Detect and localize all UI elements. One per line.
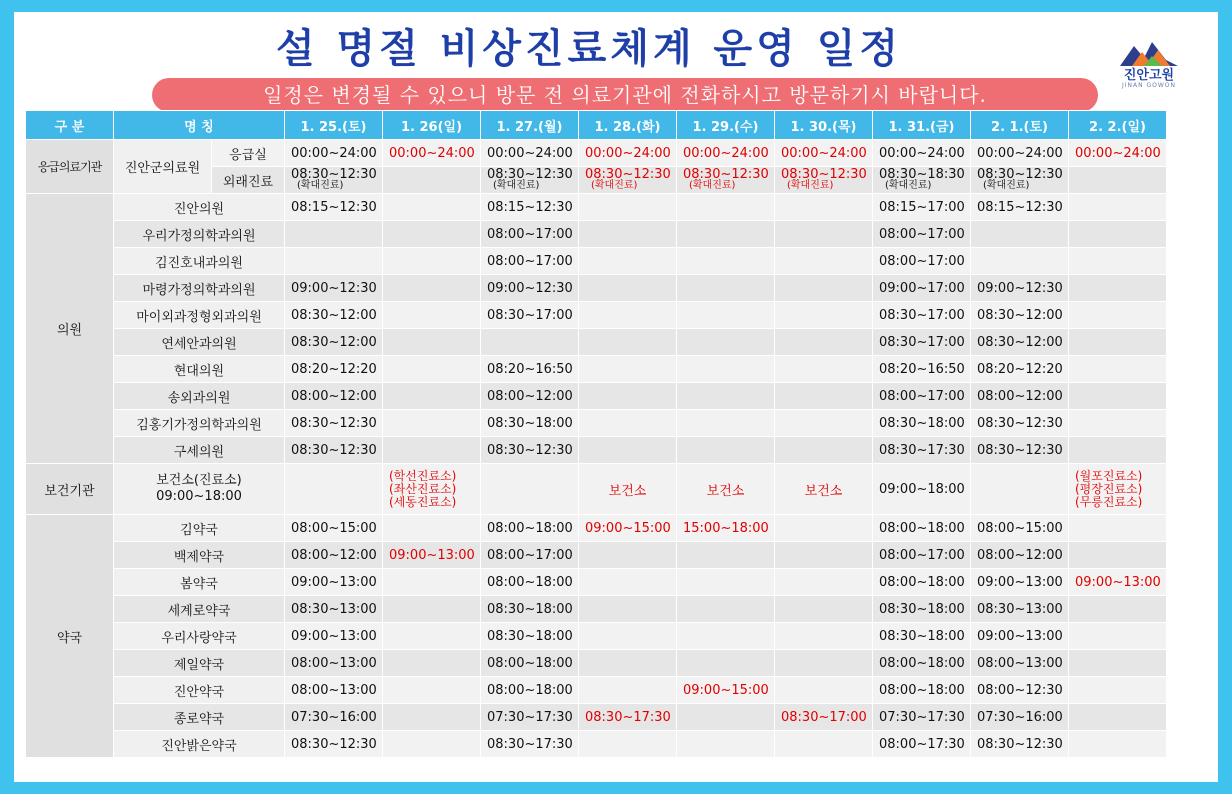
- schedule-cell: [383, 515, 481, 542]
- schedule-cell: 08:30~12:30: [971, 410, 1069, 437]
- schedule-cell: [383, 275, 481, 302]
- facility-name: 진안약국: [114, 677, 285, 704]
- sub-label: 외래진료: [212, 167, 285, 194]
- schedule-cell: [579, 383, 677, 410]
- table-row: [26, 704, 1167, 731]
- schedule-cell: 08:30~17:30: [873, 437, 971, 464]
- schedule-cell: [579, 275, 677, 302]
- schedule-cell: 09:00~15:00: [677, 677, 775, 704]
- schedule-cell: [677, 437, 775, 464]
- schedule-cell: [971, 221, 1069, 248]
- schedule-cell: 08:30~12:30: [971, 437, 1069, 464]
- schedule-cell: [775, 302, 873, 329]
- facility-name: 현대의원: [114, 356, 285, 383]
- schedule-cell: 보건소: [579, 464, 677, 515]
- schedule-cell: 09:00~13:00: [285, 569, 383, 596]
- schedule-cell: [579, 437, 677, 464]
- schedule-cell: [579, 356, 677, 383]
- header-date: 1. 28.(화): [579, 111, 677, 140]
- schedule-cell: 09:00~17:00: [873, 275, 971, 302]
- schedule-cell: [1069, 677, 1167, 704]
- schedule-cell: 00:00~24:00: [579, 140, 677, 167]
- schedule-cell: [579, 650, 677, 677]
- schedule-cell: [677, 383, 775, 410]
- schedule-cell: 08:00~18:00: [481, 569, 579, 596]
- schedule-cell: 08:30~18:00: [481, 410, 579, 437]
- schedule-cell: [775, 623, 873, 650]
- schedule-cell: [775, 248, 873, 275]
- table-row: [26, 464, 1167, 515]
- schedule-cell: [579, 569, 677, 596]
- schedule-cell: [383, 329, 481, 356]
- table-row: [26, 221, 1167, 248]
- schedule-cell: 08:00~18:00: [873, 650, 971, 677]
- schedule-cell: 08:00~17:00: [481, 221, 579, 248]
- schedule-cell: [1069, 383, 1167, 410]
- schedule-cell: 08:30~12:30: [285, 410, 383, 437]
- header-date: 1. 27.(월): [481, 111, 579, 140]
- schedule-cell: 09:00~15:00: [579, 515, 677, 542]
- schedule-cell: [1069, 437, 1167, 464]
- schedule-cell: 00:00~24:00: [1069, 140, 1167, 167]
- schedule-cell: [285, 464, 383, 515]
- schedule-cell: 09:00~13:00: [383, 542, 481, 569]
- schedule-cell: [579, 194, 677, 221]
- schedule-cell: 08:20~16:50: [873, 356, 971, 383]
- facility-name: 구세의원: [114, 437, 285, 464]
- schedule-cell: [383, 596, 481, 623]
- schedule-cell: 08:30~12:30 (확대진료): [285, 167, 383, 194]
- facility-name: 김약국: [114, 515, 285, 542]
- facility-name: 진안밝은약국: [114, 731, 285, 758]
- schedule-cell: [383, 194, 481, 221]
- schedule-cell: 08:15~17:00: [873, 194, 971, 221]
- schedule-cell: 08:00~18:00: [873, 569, 971, 596]
- schedule-cell: [383, 650, 481, 677]
- facility-name: 김진호내과의원: [114, 248, 285, 275]
- facility-name: 백제약국: [114, 542, 285, 569]
- schedule-cell: [383, 731, 481, 758]
- schedule-cell: 08:30~12:30 (확대진료): [775, 167, 873, 194]
- schedule-cell: [1069, 221, 1167, 248]
- schedule-cell: [285, 248, 383, 275]
- facility-name: 김홍기가정의학과의원: [114, 410, 285, 437]
- schedule-cell: 08:30~17:00: [873, 329, 971, 356]
- schedule-cell: [383, 623, 481, 650]
- schedule-cell: [677, 596, 775, 623]
- schedule-cell: 08:30~12:30: [971, 731, 1069, 758]
- facility-hours: 09:00~18:00: [156, 489, 242, 504]
- schedule-cell: [383, 248, 481, 275]
- schedule-cell: [1069, 515, 1167, 542]
- schedule-cell: 09:00~13:00: [285, 623, 383, 650]
- schedule-cell: [677, 275, 775, 302]
- table-row: [26, 650, 1167, 677]
- schedule-cell: 07:30~16:00: [285, 704, 383, 731]
- facility-name: 봄약국: [114, 569, 285, 596]
- schedule-cell: 08:00~18:00: [481, 515, 579, 542]
- schedule-cell: 09:00~12:30: [481, 275, 579, 302]
- category-cell: 응급의료기관: [26, 140, 114, 194]
- schedule-cell: [579, 542, 677, 569]
- header-category: 구 분: [26, 111, 114, 140]
- schedule-cell: 08:00~17:00: [481, 248, 579, 275]
- schedule-cell: 08:15~12:30: [285, 194, 383, 221]
- schedule-cell: [677, 650, 775, 677]
- facility-name: [114, 464, 285, 515]
- schedule-cell: 08:30~12:30 (확대진료): [579, 167, 677, 194]
- schedule-cell: 08:30~18:00: [481, 623, 579, 650]
- schedule-cell: [1069, 731, 1167, 758]
- schedule-cell: 00:00~24:00: [481, 140, 579, 167]
- table-row: [26, 731, 1167, 758]
- schedule-cell: [383, 677, 481, 704]
- schedule-cell: 08:00~13:00: [285, 650, 383, 677]
- schedule-cell: [775, 383, 873, 410]
- schedule-cell: [775, 275, 873, 302]
- schedule-cell: [383, 410, 481, 437]
- schedule-cell: [1069, 623, 1167, 650]
- schedule-cell: 08:30~18:30 (확대진료): [873, 167, 971, 194]
- schedule-cell: [1069, 650, 1167, 677]
- schedule-cell: 08:20~12:20: [971, 356, 1069, 383]
- schedule-cell: [971, 464, 1069, 515]
- schedule-cell: [775, 410, 873, 437]
- schedule-cell: 보건소: [677, 464, 775, 515]
- schedule-cell: [383, 704, 481, 731]
- schedule-cell: 08:00~17:00: [481, 542, 579, 569]
- branch-clinic: (세동진료소): [389, 494, 457, 509]
- schedule-cell: [775, 677, 873, 704]
- schedule-cell: 08:30~12:30 (확대진료): [971, 167, 1069, 194]
- schedule-cell: 00:00~24:00: [873, 140, 971, 167]
- schedule-cell: [677, 542, 775, 569]
- schedule-cell: [775, 437, 873, 464]
- schedule-cell: 보건소: [775, 464, 873, 515]
- schedule-cell: 08:00~12:00: [971, 383, 1069, 410]
- schedule-cell: 08:00~13:00: [285, 677, 383, 704]
- schedule-cell: 08:00~15:00: [285, 515, 383, 542]
- facility-name: 송외과의원: [114, 383, 285, 410]
- schedule-cell: 08:15~12:30: [971, 194, 1069, 221]
- schedule-cell: 08:00~12:00: [971, 542, 1069, 569]
- schedule-cell: 08:00~15:00: [971, 515, 1069, 542]
- category-cell: 약국: [26, 515, 114, 758]
- schedule-cell: 08:30~12:30: [285, 731, 383, 758]
- schedule-cell: 08:30~17:00: [775, 704, 873, 731]
- header-date: 2. 1.(토): [971, 111, 1069, 140]
- schedule-cell: [677, 329, 775, 356]
- schedule-cell: [1069, 302, 1167, 329]
- header-row: [26, 111, 1167, 140]
- schedule-cell: [775, 650, 873, 677]
- header-name: 명 칭: [114, 111, 285, 140]
- schedule-cell: 08:30~12:30 (확대진료): [677, 167, 775, 194]
- schedule-cell: 08:30~12:00: [971, 329, 1069, 356]
- schedule-cell: [383, 383, 481, 410]
- schedule-cell: 07:30~17:30: [873, 704, 971, 731]
- schedule-cell: [677, 302, 775, 329]
- schedule-cell: [1069, 248, 1167, 275]
- schedule-cell: [1069, 464, 1167, 515]
- schedule-cell: 08:30~18:00: [481, 596, 579, 623]
- facility-name: 제일약국: [114, 650, 285, 677]
- schedule-cell: [775, 731, 873, 758]
- table-row: [26, 410, 1167, 437]
- facility-name: 세계로약국: [114, 596, 285, 623]
- table-row: [26, 623, 1167, 650]
- table-row: [26, 596, 1167, 623]
- table-row: [26, 515, 1167, 542]
- facility-name: 마령가정의학과의원: [114, 275, 285, 302]
- schedule-cell: [1069, 410, 1167, 437]
- header-date: 1. 30.(목): [775, 111, 873, 140]
- branch-clinic: (월포진료소): [1075, 468, 1143, 483]
- schedule-cell: [1069, 596, 1167, 623]
- schedule-cell: 08:30~18:00: [873, 623, 971, 650]
- schedule-cell: [383, 437, 481, 464]
- branch-clinic: (좌산진료소): [389, 481, 457, 496]
- schedule-cell: 08:30~12:30: [481, 437, 579, 464]
- schedule-cell: 08:00~18:00: [873, 677, 971, 704]
- table-row: [26, 542, 1167, 569]
- schedule-cell: [1069, 542, 1167, 569]
- schedule-cell: 00:00~24:00: [383, 140, 481, 167]
- schedule-cell: 08:00~17:00: [873, 221, 971, 248]
- facility-name: 마이외과정형외과의원: [114, 302, 285, 329]
- schedule-cell: [775, 569, 873, 596]
- table-row: [26, 437, 1167, 464]
- branch-clinic: (학선진료소): [389, 468, 457, 483]
- schedule-cell: 08:00~17:00: [873, 542, 971, 569]
- schedule-cell: [579, 677, 677, 704]
- schedule-cell: 08:30~12:00: [285, 302, 383, 329]
- schedule-cell: 08:00~17:00: [873, 383, 971, 410]
- header-date: 1. 31.(금): [873, 111, 971, 140]
- schedule-cell: [481, 464, 579, 515]
- schedule-cell: [579, 410, 677, 437]
- schedule-cell: 07:30~16:00: [971, 704, 1069, 731]
- schedule-cell: 09:00~13:00: [971, 569, 1069, 596]
- schedule-cell: [383, 167, 481, 194]
- schedule-cell: [1069, 329, 1167, 356]
- schedule-cell: 08:00~18:00: [481, 650, 579, 677]
- table-row: [26, 302, 1167, 329]
- schedule-cell: 08:00~12:30: [971, 677, 1069, 704]
- schedule-cell: [1069, 356, 1167, 383]
- schedule-cell: [481, 329, 579, 356]
- schedule-cell: 08:30~17:30: [579, 704, 677, 731]
- schedule-cell: [383, 221, 481, 248]
- schedule-cell: [971, 248, 1069, 275]
- schedule-cell: 08:15~12:30: [481, 194, 579, 221]
- logo-subtext: JINAN GOWON: [1121, 82, 1177, 89]
- schedule-cell: [1069, 275, 1167, 302]
- facility-name: 진안의원: [114, 194, 285, 221]
- schedule-cell: [383, 464, 481, 515]
- schedule-cell: 08:30~12:00: [971, 302, 1069, 329]
- schedule-cell: 08:00~17:00: [873, 248, 971, 275]
- schedule-cell: [775, 515, 873, 542]
- schedule-cell: [677, 248, 775, 275]
- schedule-cell: 09:00~13:00: [1069, 569, 1167, 596]
- logo-text: 진안고원: [1123, 68, 1175, 83]
- schedule-cell: [775, 221, 873, 248]
- schedule-cell: 08:00~17:30: [873, 731, 971, 758]
- category-cell: 의원: [26, 194, 114, 464]
- schedule-cell: [775, 194, 873, 221]
- schedule-cell: 09:00~18:00: [873, 464, 971, 515]
- schedule-cell: 09:00~12:30: [971, 275, 1069, 302]
- schedule-cell: 08:00~18:00: [873, 515, 971, 542]
- schedule-cell: [775, 596, 873, 623]
- facility-name: 진안군의료원: [114, 140, 212, 194]
- header-date: 1. 29.(수): [677, 111, 775, 140]
- schedule-cell: [775, 329, 873, 356]
- notice-banner: 일정은 변경될 수 있으니 방문 전 의료기관에 전화하시고 방문하기시 바랍니다.: [152, 78, 1098, 112]
- schedule-cell: 08:30~18:00: [873, 410, 971, 437]
- schedule-cell: 15:00~18:00: [677, 515, 775, 542]
- schedule-cell: 08:20~16:50: [481, 356, 579, 383]
- facility-name: 종로약국: [114, 704, 285, 731]
- schedule-cell: [677, 356, 775, 383]
- schedule-cell: 00:00~24:00: [677, 140, 775, 167]
- schedule-cell: [677, 194, 775, 221]
- schedule-cell: 08:20~12:20: [285, 356, 383, 383]
- schedule-cell: 00:00~24:00: [285, 140, 383, 167]
- facility-name: 우리사랑약국: [114, 623, 285, 650]
- table-row: [26, 677, 1167, 704]
- schedule-cell: [1069, 194, 1167, 221]
- schedule-cell: 09:00~12:30: [285, 275, 383, 302]
- schedule-cell: 07:30~17:30: [481, 704, 579, 731]
- schedule-cell: [677, 623, 775, 650]
- facility-name-text: 보건소(진료소): [156, 473, 242, 488]
- table-row: [26, 248, 1167, 275]
- facility-name: 연세안과의원: [114, 329, 285, 356]
- schedule-cell: 08:30~17:00: [481, 302, 579, 329]
- schedule-cell: 08:30~17:00: [873, 302, 971, 329]
- branch-clinic: (평장진료소): [1075, 481, 1143, 496]
- page-title: 설 명절 비상진료체계 운영 일정: [275, 26, 903, 72]
- table-row: [26, 356, 1167, 383]
- schedule-cell: 08:30~17:30: [481, 731, 579, 758]
- schedule-cell: 08:30~12:30 (확대진료): [481, 167, 579, 194]
- schedule-cell: [677, 569, 775, 596]
- schedule-cell: [579, 731, 677, 758]
- schedule-cell: [579, 596, 677, 623]
- header-date: 1. 25.(토): [285, 111, 383, 140]
- table-row: [26, 329, 1167, 356]
- schedule-cell: 08:00~12:00: [285, 383, 383, 410]
- schedule-cell: 08:30~13:00: [285, 596, 383, 623]
- schedule-cell: [383, 302, 481, 329]
- schedule-cell: 00:00~24:00: [775, 140, 873, 167]
- sub-label: 응급실: [212, 140, 285, 167]
- schedule-cell: [677, 221, 775, 248]
- schedule-cell: 09:00~13:00: [971, 623, 1069, 650]
- table-row: [26, 383, 1167, 410]
- facility-name: 우리가정의학과의원: [114, 221, 285, 248]
- schedule-cell: [677, 731, 775, 758]
- schedule-cell: [579, 302, 677, 329]
- header-date: 1. 26(일): [383, 111, 481, 140]
- table-row: [26, 140, 1167, 167]
- category-cell: 보건기관: [26, 464, 114, 515]
- schedule-cell: [383, 569, 481, 596]
- schedule-cell: 08:00~18:00: [481, 677, 579, 704]
- schedule-cell: [383, 356, 481, 383]
- schedule-cell: [579, 623, 677, 650]
- schedule-cell: [285, 221, 383, 248]
- schedule-cell: 08:30~12:00: [285, 329, 383, 356]
- schedule-cell: 08:00~12:00: [285, 542, 383, 569]
- schedule-cell: 08:00~12:00: [481, 383, 579, 410]
- schedule-cell: 08:30~13:00: [971, 596, 1069, 623]
- table-row: [26, 275, 1167, 302]
- header-date: 2. 2.(일): [1069, 111, 1167, 140]
- table-row: [26, 194, 1167, 221]
- schedule-cell: 08:30~12:30: [285, 437, 383, 464]
- schedule-cell: [1069, 167, 1167, 194]
- schedule-cell: [1069, 704, 1167, 731]
- schedule-cell: [579, 329, 677, 356]
- schedule-cell: 08:30~18:00: [873, 596, 971, 623]
- schedule-cell: [775, 542, 873, 569]
- table-row: [26, 569, 1167, 596]
- schedule-cell: 08:00~13:00: [971, 650, 1069, 677]
- schedule-cell: [579, 221, 677, 248]
- schedule-cell: [775, 356, 873, 383]
- schedule-cell: [579, 248, 677, 275]
- schedule-table: [25, 110, 1167, 758]
- schedule-cell: 00:00~24:00: [971, 140, 1069, 167]
- schedule-cell: [677, 704, 775, 731]
- schedule-cell: [677, 410, 775, 437]
- branch-clinic: (무릉진료소): [1075, 494, 1143, 509]
